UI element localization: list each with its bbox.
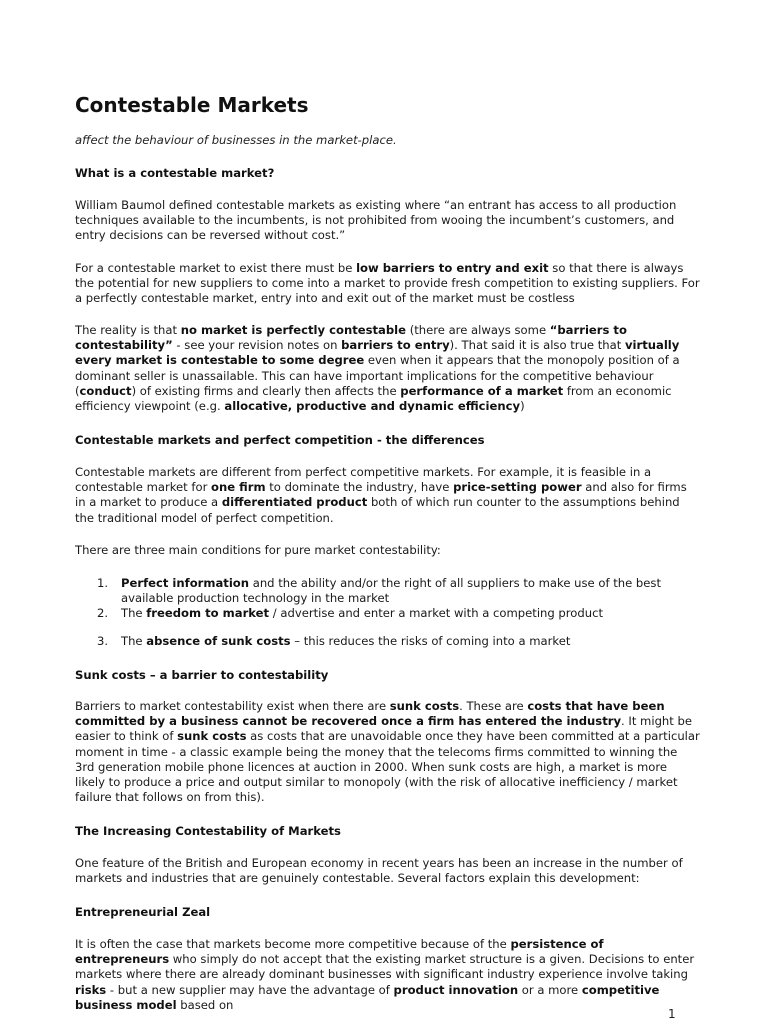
- page-number: 1: [668, 1007, 676, 1021]
- paragraph-reality: The reality is that no market is perfectly contestable (there are always some “barriers to contestability” - see your revision notes on barriers to entry). That said it is also true that virtually every market is contestable to some degree even when it appears that the monopoly position of a dominant seller is unassailable. This can have important implications for the competitive behaviour (conduct) of existing firms and clearly then affects the performance of a market from an economic efficiency viewpoint (e.g. allocative, productive and dynamic efficiency): [75, 323, 680, 414]
- heading-sunk-costs: Sunk costs – a barrier to contestability: [75, 668, 329, 682]
- heading-entrepreneurial: Entrepreneurial Zeal: [75, 905, 211, 919]
- paragraph-different: Contestable markets are different from perfect competitive markets. For example, it is feasible in a contestable market for one firm to dominate the industry, have price-setting power and also for firms in a market to produce a differentiated product both of which run counter to the assumptions behind the traditional model of perfect competition.: [75, 465, 687, 525]
- subtitle: affect the behaviour of businesses in the market-place.: [75, 133, 397, 147]
- paragraph-barriers: For a contestable market to exist there must be low barriers to entry and exit so that there is always the potential for new suppliers to come into a market to provide fresh competition to existing suppliers. For a perfectly contestable market, entry into and exit out of the market must be costless: [75, 261, 700, 306]
- list-item: 3. The absence of sunk costs – this reduces the risks of coming into a market: [97, 634, 571, 648]
- paragraph-sunk-costs: Barriers to market contestability exist when there are sunk costs. These are costs that have been committed by a business cannot be recovered once a firm has entered the industry. It might be easier to think of sunk costs as costs that are unavoidable once they have been committed at a particular moment in time - a classic example being the money that the telecoms firms committed to winning the 3rd generation mobile phone licences at auction in 2000. When sunk costs are high, a market is more likely to produce a price and output similar to monopoly (with the risk of allocative inefficiency / market failure that follows on from this).: [75, 699, 700, 805]
- page-title: Contestable Markets: [75, 93, 309, 117]
- heading-differences: Contestable markets and perfect competition - the differences: [75, 433, 485, 447]
- heading-what-is: What is a contestable market?: [75, 166, 275, 180]
- paragraph-zeal: It is often the case that markets become more competitive because of the persistence of entrepreneurs who simply do not accept that the existing market structure is a given. Decisions to enter markets where there are already dominant businesses with significant industry experience involve taking risks - but a new supplier may have the advantage of product innovation or a more competitive business model based on: [75, 937, 695, 1012]
- list-item: 1. Perfect information and the ability and/or the right of all suppliers to make use of the best available production technology in the market: [97, 576, 662, 606]
- heading-increasing: The Increasing Contestability of Markets: [75, 824, 341, 838]
- paragraph-baumol: William Baumol defined contestable markets as existing where “an entrant has access to all production techniques available to the incumbents, is not prohibited from wooing the incumbent’s customers, and entry decisions can be reversed without cost.”: [75, 198, 677, 243]
- list-item: 2. The freedom to market / advertise and enter a market with a competing product: [97, 606, 604, 620]
- paragraph-three-conditions: There are three main conditions for pure market contestability:: [75, 543, 441, 557]
- paragraph-feature: One feature of the British and European economy in recent years has been an increase in the number of markets and industries that are genuinely contestable. Several factors explain this development:: [75, 856, 683, 886]
